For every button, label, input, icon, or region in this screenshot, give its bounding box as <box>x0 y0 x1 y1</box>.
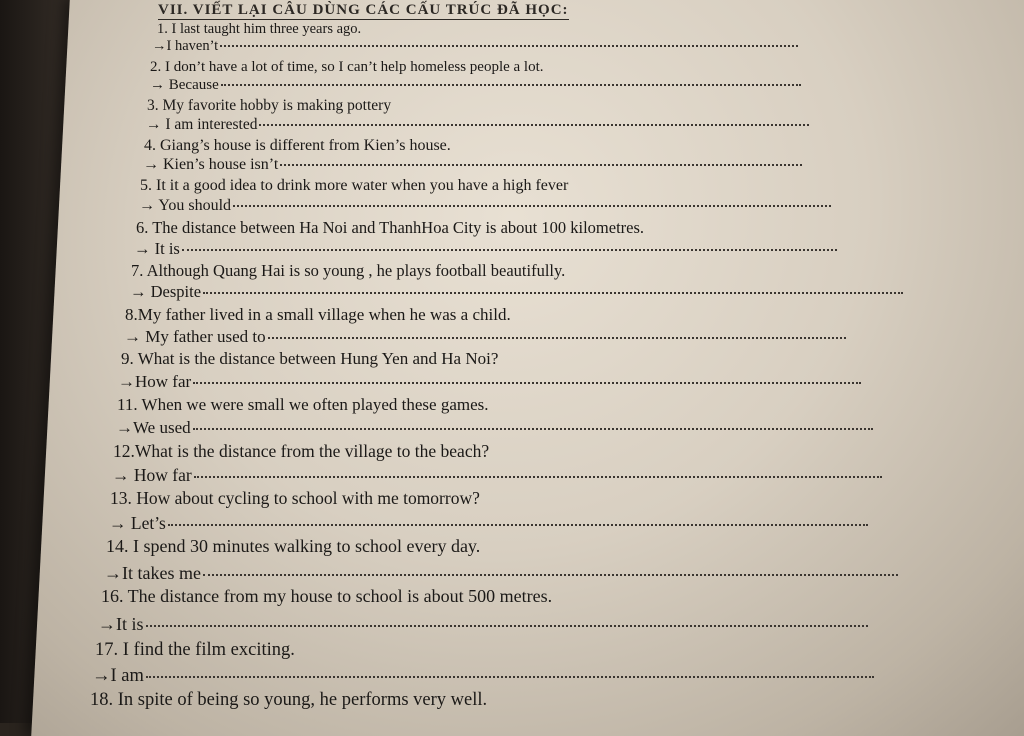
answer-prompt: →How far <box>118 372 192 391</box>
answer-blank[interactable] <box>220 45 798 47</box>
answer-prompt: → Because <box>150 77 219 93</box>
answer-blank[interactable] <box>182 249 837 251</box>
answer-line-13 <box>109 513 868 534</box>
question-text: 12.What is the distance from the village to the beach? <box>113 441 490 461</box>
answer-blank[interactable] <box>168 524 868 526</box>
question-text: 6. The distance between Ha Noi and ThanhHoa City is about 100 kilometres. <box>136 218 645 237</box>
answer-prompt: →It takes me <box>104 563 201 583</box>
question-11 <box>117 395 489 415</box>
answer-prompt: → Kien’s house isn’t <box>143 156 279 173</box>
answer-prompt: → Despite <box>130 282 202 301</box>
section-title: VII. VIẾT LẠI CÂU DÙNG CÁC CẤU TRÚC ĐÃ HỌC: <box>158 2 569 18</box>
answer-prompt: → I am interested <box>146 116 258 133</box>
answer-prompt: →It is <box>98 614 144 634</box>
question-text: 17. I find the film exciting. <box>95 640 295 660</box>
answer-line-1 <box>152 38 798 55</box>
answer-line-4 <box>143 156 802 174</box>
answer-line-11 <box>116 418 873 438</box>
answer-blank[interactable] <box>193 382 861 384</box>
answer-line-8 <box>124 327 846 347</box>
answer-prompt: →I am <box>92 666 144 686</box>
question-text: 1. I last taught him three years ago. <box>157 21 362 37</box>
answer-blank[interactable] <box>203 292 903 294</box>
question-text: 7. Although Quang Hai is so young , he plays football beautifully. <box>131 261 566 280</box>
answer-blank[interactable] <box>146 676 874 678</box>
question-18 <box>90 690 487 711</box>
question-5 <box>140 177 568 195</box>
question-text: 3. My favorite hobby is making pottery <box>147 97 392 114</box>
question-12 <box>113 441 489 462</box>
answer-prompt: → My father used to <box>124 327 266 346</box>
question-text: 2. I don’t have a lot of time, so I can’t help homeless people a lot. <box>150 59 544 75</box>
answer-blank[interactable] <box>259 124 809 126</box>
answer-blank[interactable] <box>221 84 801 86</box>
answer-line-9 <box>118 372 861 392</box>
question-text: 14. I spend 30 minutes walking to school every day. <box>106 536 481 556</box>
question-2 <box>150 59 544 76</box>
answer-blank[interactable] <box>233 205 831 207</box>
question-4 <box>144 137 451 155</box>
answer-line-7 <box>130 282 903 302</box>
question-text: 16. The distance from my house to school is about 500 metres. <box>101 586 553 606</box>
question-14 <box>106 536 480 557</box>
answer-blank[interactable] <box>280 164 802 166</box>
question-1 <box>157 21 361 38</box>
question-8 <box>125 305 511 325</box>
question-text: 9. What is the distance between Hung Yen and Ha Noi? <box>121 349 499 368</box>
answer-blank[interactable] <box>146 625 868 627</box>
question-7 <box>131 261 565 281</box>
answer-line-5 <box>139 197 831 215</box>
answer-blank[interactable] <box>194 476 882 478</box>
answer-line-16 <box>98 614 868 635</box>
question-text: 5. It it a good idea to drink more water when you have a high fever <box>140 177 569 194</box>
question-17 <box>95 640 295 661</box>
answer-line-17 <box>92 666 874 687</box>
question-6 <box>136 218 644 238</box>
question-16 <box>101 586 552 607</box>
question-text: 8.My father lived in a small village when he was a child. <box>125 305 511 324</box>
question-text: 18. In spite of being so young, he performs very well. <box>90 690 488 710</box>
answer-line-12 <box>112 465 882 486</box>
answer-prompt: → It is <box>134 239 180 258</box>
question-3 <box>147 97 391 115</box>
answer-blank[interactable] <box>268 337 846 339</box>
question-13 <box>110 488 480 509</box>
answer-line-6 <box>134 239 837 259</box>
question-text: 11. When we were small we often played these games. <box>117 395 489 414</box>
answer-line-3 <box>146 116 809 134</box>
question-text: 13. How about cycling to school with me tomorrow? <box>110 488 480 508</box>
answer-line-2 <box>150 77 801 94</box>
answer-prompt: → How far <box>112 465 192 485</box>
question-9 <box>121 349 498 369</box>
answer-blank[interactable] <box>193 428 873 430</box>
question-text: 4. Giang’s house is different from Kien’s house. <box>144 137 451 154</box>
answer-blank[interactable] <box>203 574 898 576</box>
answer-line-14 <box>104 563 898 584</box>
answer-prompt: → Let’s <box>109 513 166 533</box>
answer-prompt: →We used <box>116 418 191 437</box>
answer-prompt: →I haven’t <box>152 38 219 54</box>
answer-prompt: → You should <box>139 197 232 214</box>
